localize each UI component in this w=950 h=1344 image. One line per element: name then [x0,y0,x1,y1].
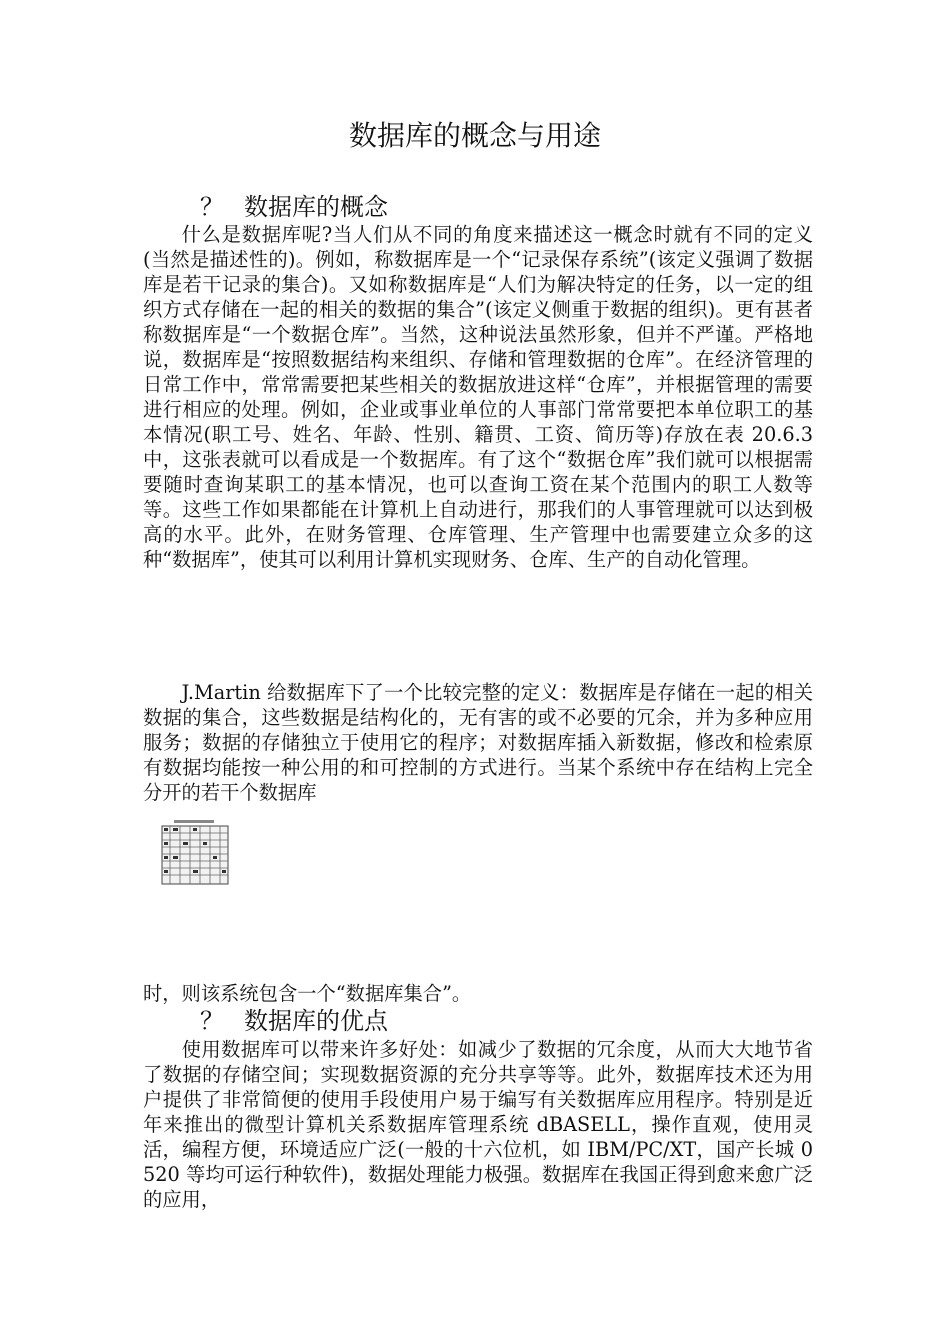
paragraph-database-collection: 时，则该系统包含一个“数据库集合”。 [143,982,472,1005]
section-heading-advantages [200,1004,388,1038]
section-heading-text: 数据库的概念 [244,193,388,221]
paragraph-martin-definition: J.Martin 给数据库下了一个比较完整的定义：数据库是存储在一起的相关数据的集合，这些数据是结构化的，无有害的或不必要的冗余，并为多种应用服务；数据的存储独立于使用它的程序；对数据库插入新数据，修改和检索原有数据均能按一种公用的和可控制的方式进行。当某个系统中存在结构上完全分开的若干个数据库 [143,681,813,804]
page-title: 数据库的概念与用途 [348,119,601,152]
bullet-icon: ？ [200,193,224,221]
paragraph-advantages: 使用数据库可以带来许多好处：如减少了数据的冗余度，从而大大地节省了数据的存储空间；实现数据资源的充分共享等等。此外，数据库技术还为用户提供了非常简便的使用手段使用户易于编写有关数据库应用程序。特别是近年来推出的微型计算机关系数据库管理系统 dBASELL，操作直观，使用灵活，编程方便，环境适应广泛(一般的十六位机，如 IBM/PC/XT，国产长城 0520 等均可运行种软件)，数据处理能力极强。数据库在我国正得到愈来愈广泛的应用， [143,1038,813,1211]
table-thumbnail-image [160,818,230,886]
section-heading-text: 数据库的优点 [244,1007,388,1035]
section-heading-concept [200,190,388,224]
bullet-icon: ？ [200,1007,224,1035]
paragraph-concept-definition: 什么是数据库呢?当人们从不同的角度来描述这一概念时就有不同的定义(当然是描述性的)。例如，称数据库是一个“记录保存系统”(该定义强调了数据库是若干记录的集合)。又如称数据库是“人们为解决特定的任务，以一定的组织方式存储在一起的相关的数据的集合”(该定义侧重于数据的组织)。更有甚者称数据库是“一个数据仓库”。当然，这种说法虽然形象，但并不严谨。严格地说，数据库是“按照数据结构来组织、存储和管理数据的仓库”。在经济管理的日常工作中，常常需要把某些相关的数据放进这样“仓库”，并根据管理的需要进行相应的处理。例如，企业或事业单位的人事部门常常要把本单位职工的基本情况(职工号、姓名、年龄、性别、籍贯、工资、简历等)存放在表 20.6.3 中，这张表就可以看成是一个数据库。有了这个“数据仓库”我们就可以根据需要随时查询某职工的基本情况，也可以查询工资在某个范围内的职工人数等等。这些工作如果都能在计算机上自动进行，那我们的人事管理就可以达到极高的水平。此外，在财务管理、仓库管理、生产管理中也需要建立众多的这种“数据库”，使其可以利用计算机实现财务、仓库、生产的自动化管理。 [143,223,813,571]
